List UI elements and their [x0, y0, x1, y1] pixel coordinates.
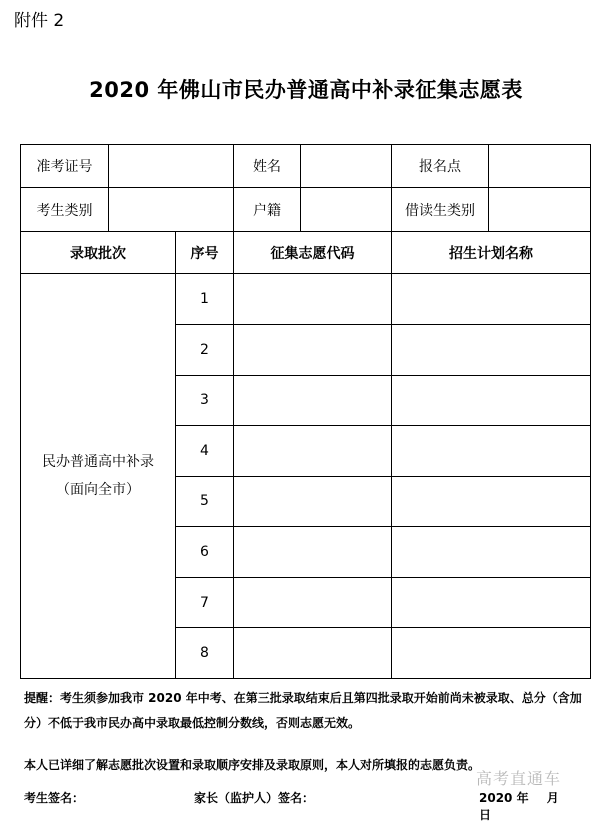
reminder-note: 提醒：考生须参加我市 2020 年中考、在第三批录取结束后且第四批录取开始前尚未被录取、总分（含加分）不低于我市民办高中录取最低控制分数线，否则志愿无效。	[24, 691, 582, 730]
label-name: 姓名	[234, 145, 301, 188]
plan-cell[interactable]	[392, 628, 591, 679]
code-cell[interactable]	[234, 527, 392, 578]
seq-cell: 3	[176, 375, 234, 426]
code-cell[interactable]	[234, 325, 392, 376]
watermark-text: 高考直通车	[476, 769, 562, 788]
date-month: 月	[546, 791, 559, 805]
label-candidate-type: 考生类别	[21, 188, 109, 231]
plan-cell[interactable]	[392, 375, 591, 426]
seq-cell: 4	[176, 426, 234, 477]
code-cell[interactable]	[234, 274, 392, 325]
declaration-text: 本人已详细了解志愿批次设置和录取顺序安排及录取原则，本人对所填报的志愿负责。	[24, 758, 481, 772]
batch-name-cell	[21, 274, 176, 679]
header-batch: 录取批次	[21, 231, 176, 273]
plan-cell[interactable]	[392, 476, 591, 527]
plan-cell[interactable]	[392, 325, 591, 376]
plan-cell[interactable]	[392, 577, 591, 628]
date-label	[479, 789, 594, 823]
label-household-registration: 户籍	[234, 188, 301, 231]
field-exam-number[interactable]	[109, 145, 234, 188]
label-registration-site: 报名点	[392, 145, 489, 188]
code-cell[interactable]	[234, 476, 392, 527]
code-cell[interactable]	[234, 577, 392, 628]
seq-cell: 1	[176, 274, 234, 325]
code-cell[interactable]	[234, 375, 392, 426]
header-plan: 招生计划名称	[392, 231, 591, 273]
seq-cell: 5	[176, 476, 234, 527]
attachment-label: 附件 2	[14, 11, 65, 31]
field-registration-site[interactable]	[489, 145, 591, 188]
form-title: 2020 年佛山市民办普通高中补录征集志愿表	[89, 78, 523, 102]
info-row-1	[21, 145, 591, 188]
plan-cell[interactable]	[392, 274, 591, 325]
student-signature-label: 考生签名：	[24, 791, 85, 805]
application-table	[20, 144, 591, 679]
header-seq: 序号	[176, 231, 234, 273]
field-transfer-student-type[interactable]	[489, 188, 591, 231]
seq-cell: 7	[176, 577, 234, 628]
seq-cell: 2	[176, 325, 234, 376]
parent-signature-label: 家长（监护人）签名：	[194, 791, 315, 805]
header-code: 征集志愿代码	[234, 231, 392, 273]
batch-name-line1: 民办普通高中补录	[42, 454, 154, 471]
seq-cell: 6	[176, 527, 234, 578]
field-name[interactable]	[301, 145, 392, 188]
plan-cell[interactable]	[392, 426, 591, 477]
info-row-2	[21, 188, 591, 231]
label-exam-number: 准考证号	[21, 145, 109, 188]
date-year: 2020 年	[479, 791, 529, 805]
date-day: 日	[479, 808, 492, 822]
table-row	[21, 274, 591, 325]
column-header-row	[21, 231, 591, 273]
seq-cell: 8	[176, 628, 234, 679]
code-cell[interactable]	[234, 628, 392, 679]
field-household-registration[interactable]	[301, 188, 392, 231]
label-transfer-student-type: 借读生类别	[392, 188, 489, 231]
code-cell[interactable]	[234, 426, 392, 477]
plan-cell[interactable]	[392, 527, 591, 578]
field-candidate-type[interactable]	[109, 188, 234, 231]
batch-name-line2: （面向全市）	[56, 482, 140, 499]
